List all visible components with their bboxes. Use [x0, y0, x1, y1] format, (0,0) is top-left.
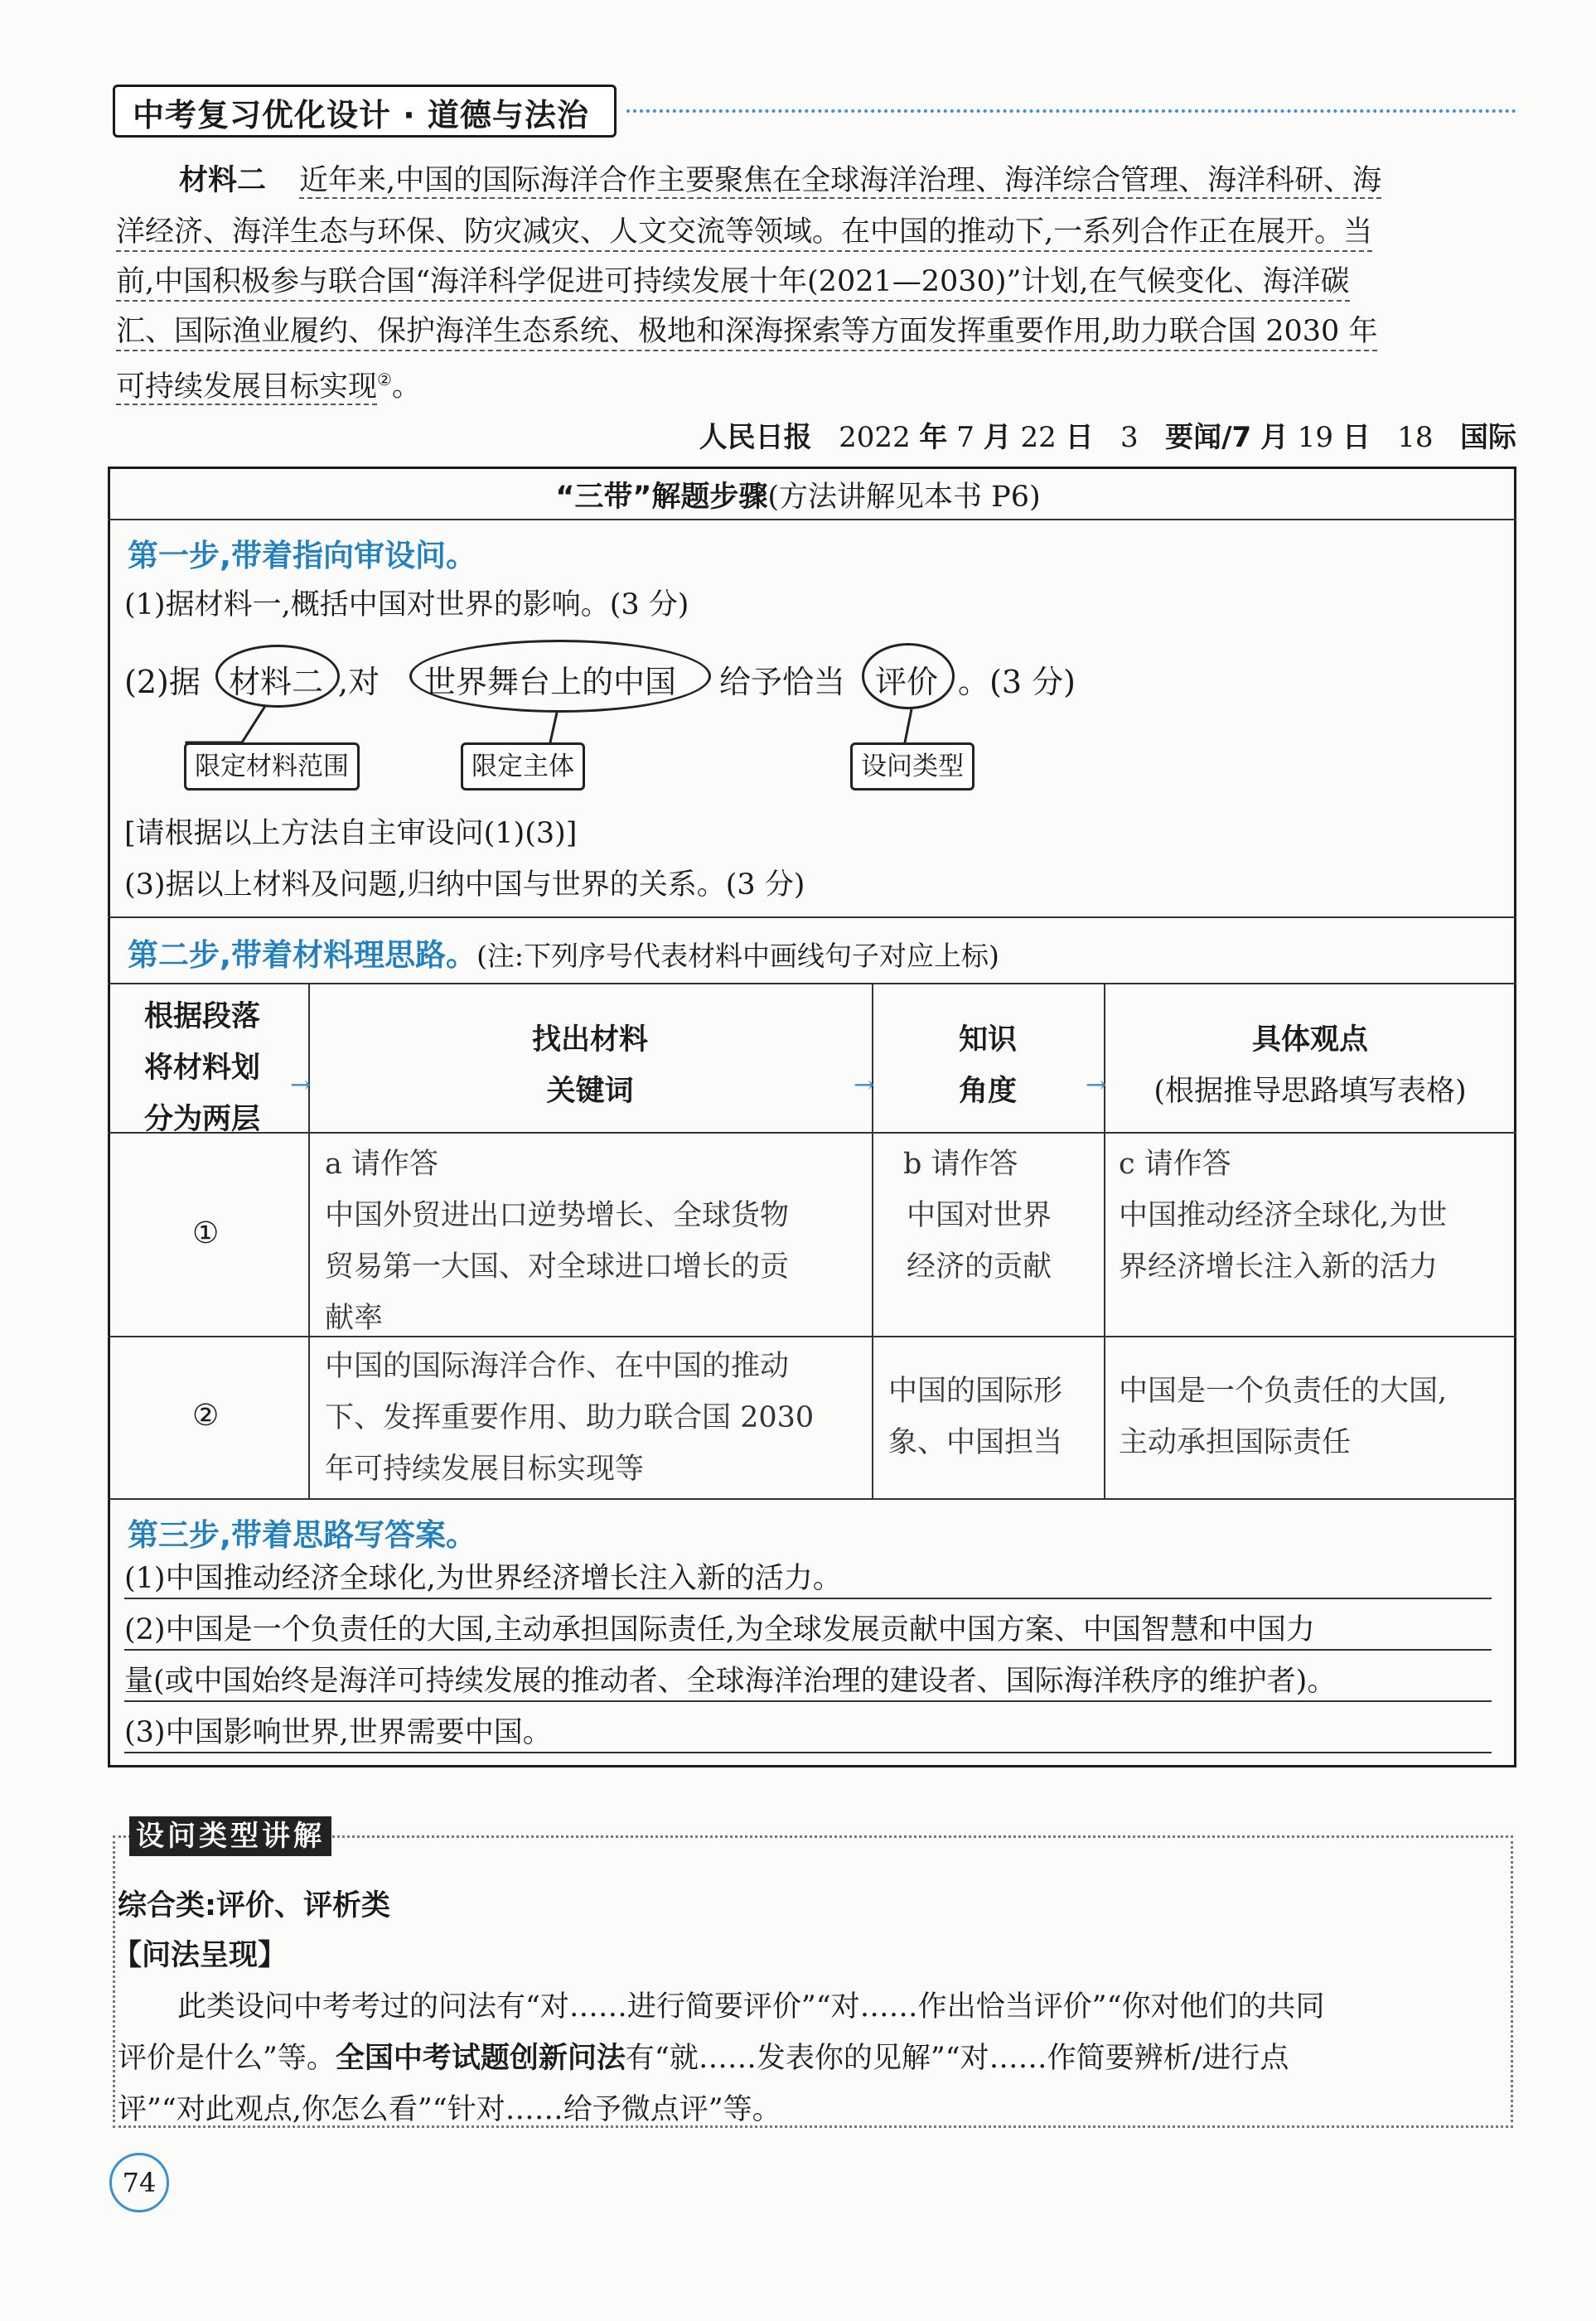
step1-q2-oval3: 评价 — [875, 664, 939, 700]
material-text-1: 近年来,中国的国际海洋合作主要聚焦在全球海洋治理、海洋综合管理、海洋科研、海 — [299, 164, 1382, 197]
source-page-b: 18 — [1397, 421, 1434, 454]
row2-angle-line: 象、中国担当 — [888, 1426, 1063, 1459]
source-month-unit: 月 — [983, 421, 1012, 454]
table-row-divider — [108, 1132, 1516, 1134]
row2-number: ② — [192, 1399, 220, 1433]
question-type-para3: 评”“对此观点,你怎么看”“针对……给予微点评”等。 — [118, 2093, 781, 2126]
col1-line-2: 将材料划 — [144, 1052, 261, 1085]
tag-question-type: 设问类型 — [850, 742, 975, 791]
col4-line-2: (根据推导思路填写表格) — [1153, 1075, 1467, 1108]
col2-line-1: 找出材料 — [531, 1023, 648, 1057]
row1-keywords-line: 贸易第一大国、对全球进口增长的贡 — [325, 1250, 790, 1284]
answer-2a: (2)中国是一个负责任的大国,主动承担国际责任,为全球发展贡献中国方案、中国智慧和中国力 — [124, 1611, 1492, 1651]
row2-keywords — [325, 1341, 814, 1495]
col1-header — [144, 991, 260, 1145]
divider — [108, 983, 1516, 984]
source-day-unit: 日 — [1065, 421, 1094, 454]
row1-angle-label: b 请作答 — [903, 1148, 1018, 1181]
para2-text-b: 有“就……发表你的见解”“对……作简要辨析/进行点 — [625, 2042, 1289, 2075]
arrow-icon: → — [1086, 1071, 1107, 1100]
source-day-unit-b: 日 — [1342, 421, 1371, 454]
step1-q2-oval2: 世界舞台上的中国 — [424, 664, 677, 700]
row1-number: ① — [192, 1216, 220, 1250]
material-line-2: 洋经济、海洋生态与环保、防灾减灾、人文交流等领域。在中国的推动下,一系列合作正在展开。当 — [116, 214, 1372, 252]
tag-material-scope: 限定材料范围 — [184, 742, 360, 791]
source-day: 22 — [1020, 421, 1057, 454]
step1-q2-mid2: 给予恰当 — [719, 664, 846, 700]
row1-view-label: c 请作答 — [1119, 1148, 1231, 1181]
material-label: 材料二 — [179, 164, 267, 197]
method-title-bold: “三带”解题步骤 — [555, 481, 768, 514]
question-type-para2 — [118, 2035, 1289, 2077]
step1-q2-oval1: 材料二 — [229, 664, 324, 700]
source-section-b: 国际 — [1460, 421, 1516, 454]
col4-header — [1104, 1014, 1516, 1117]
divider — [108, 1498, 1516, 1500]
arrow-icon: → — [290, 1071, 312, 1100]
source-page-a: 3 — [1120, 421, 1139, 454]
row2-view-line: 主动承担国际责任 — [1119, 1426, 1352, 1459]
question-type-label: 设问类型讲解 — [129, 1816, 331, 1856]
answer-3: (3)中国影响世界,世界需要中国。 — [124, 1714, 1492, 1753]
step2-heading-note: (注:下列序号代表材料中画线句子对应上标) — [476, 940, 999, 972]
method-title-note: (方法讲解见本书 P6) — [767, 481, 1041, 514]
row1-angle — [903, 1139, 1052, 1293]
step2-heading-row — [128, 930, 999, 974]
source-section-a: 要闻/7 — [1165, 421, 1252, 454]
arrow-icon: → — [854, 1071, 875, 1100]
row2-angle — [888, 1366, 1062, 1468]
row1-keywords-line: 中国外贸进出口逆势增长、全球货物 — [325, 1199, 790, 1232]
col4-line-1: 具体观点 — [1251, 1023, 1368, 1057]
question-type-box — [113, 1835, 1513, 2128]
question-type-subhead: 【问法呈现】 — [113, 1939, 288, 1972]
col2-header — [308, 1014, 875, 1117]
row2-view-line: 中国是一个负责任的大国, — [1119, 1375, 1448, 1408]
step1-note: [请根据以上方法自主审设问(1)(3)] — [124, 817, 578, 850]
step1-q2-prefix: (2)据 — [124, 664, 201, 700]
source-month-unit-b: 月 — [1260, 421, 1289, 454]
page-number: 74 — [109, 2153, 169, 2212]
question-type-para1: 此类设问中考考过的问法有“对……进行简要评价”“对……作出恰当评价”“你对他们的共同 — [177, 1990, 1325, 2024]
row1-view-line: 中国推动经济全球化,为世 — [1119, 1199, 1448, 1232]
para2-text-a: 评价是什么”等。 — [118, 2042, 336, 2075]
row2-keywords-line: 年可持续发展目标实现等 — [325, 1453, 645, 1486]
col2-line-2: 关键词 — [546, 1075, 634, 1108]
source-year-unit: 年 — [919, 421, 948, 454]
row2-keywords-line: 下、发挥重要作用、助力联合国 2030 — [325, 1401, 815, 1434]
step2-heading: 第二步,带着材料理思路。 — [128, 937, 477, 973]
row1-keywords — [325, 1139, 789, 1344]
source-day-b: 19 — [1297, 421, 1334, 454]
page-header-title: 中考复习优化设计 · 道德与法治 — [133, 97, 589, 133]
row2-keywords-line: 中国的国际海洋合作、在中国的推动 — [325, 1350, 790, 1383]
step3-heading: 第三步,带着思路写答案。 — [128, 1517, 477, 1553]
row2-view — [1119, 1366, 1447, 1468]
col1-line-3: 分为两层 — [144, 1103, 261, 1136]
source-paper: 人民日报 — [699, 421, 812, 454]
row1-view-line: 界经济增长注入新的活力 — [1119, 1250, 1439, 1284]
step1-q2-mid1: ,对 — [338, 664, 380, 700]
step1-q2-suffix: 。(3 分) — [958, 664, 1076, 700]
col1-line-1: 根据段落 — [144, 1000, 261, 1033]
answer-2b: 量(或中国始终是海洋可持续发展的推动者、全球海洋治理的建设者、国际海洋秩序的维护者)。 — [124, 1662, 1492, 1702]
material-period: 。 — [391, 370, 421, 404]
source-year: 2022 — [839, 421, 911, 454]
step1-q1: (1)据材料一,概括中国对世界的影响。(3 分) — [124, 588, 689, 621]
para2-bold: 全国中考试题创新问法 — [335, 2042, 626, 2075]
row1-view — [1119, 1139, 1447, 1293]
col3-line-2: 角度 — [958, 1075, 1017, 1108]
divider — [108, 916, 1516, 918]
row1-angle-line: 经济的贡献 — [907, 1250, 1052, 1284]
step1-heading: 第一步,带着指向审设问。 — [128, 538, 477, 573]
callout-connectors — [0, 0, 1596, 829]
table-row-divider — [108, 1336, 1516, 1337]
material-text-5: 可持续发展目标实现 — [116, 370, 378, 404]
row1-angle-line: 中国对世界 — [907, 1199, 1052, 1232]
col3-header — [872, 1014, 1107, 1117]
material-line-4: 汇、国际渔业履约、保护海洋生态系统、极地和深海探索等方面发挥重要作用,助力联合国 2030 年 — [116, 313, 1377, 351]
row1-keywords-label: a 请作答 — [325, 1148, 438, 1181]
source-month: 7 — [956, 421, 975, 454]
step1-q3: (3)据以上材料及问题,归纳中国与世界的关系。(3 分) — [124, 868, 805, 902]
footnote-mark: ② — [377, 370, 392, 389]
answer-1: (1)中国推动经济全球化,为世界经济增长注入新的活力。 — [124, 1559, 1492, 1599]
col3-line-1: 知识 — [958, 1023, 1017, 1057]
tag-subject: 限定主体 — [461, 742, 585, 791]
row1-keywords-line: 献率 — [325, 1302, 384, 1335]
row2-angle-line: 中国的国际形 — [888, 1375, 1063, 1408]
material-line-3: 前,中国积极参与联合国“海洋科学促进可持续发展十年(2021—2030)”计划,在气候变化、海洋碳 — [116, 264, 1350, 302]
question-type-category: 综合类:评价、评析类 — [118, 1889, 390, 1922]
